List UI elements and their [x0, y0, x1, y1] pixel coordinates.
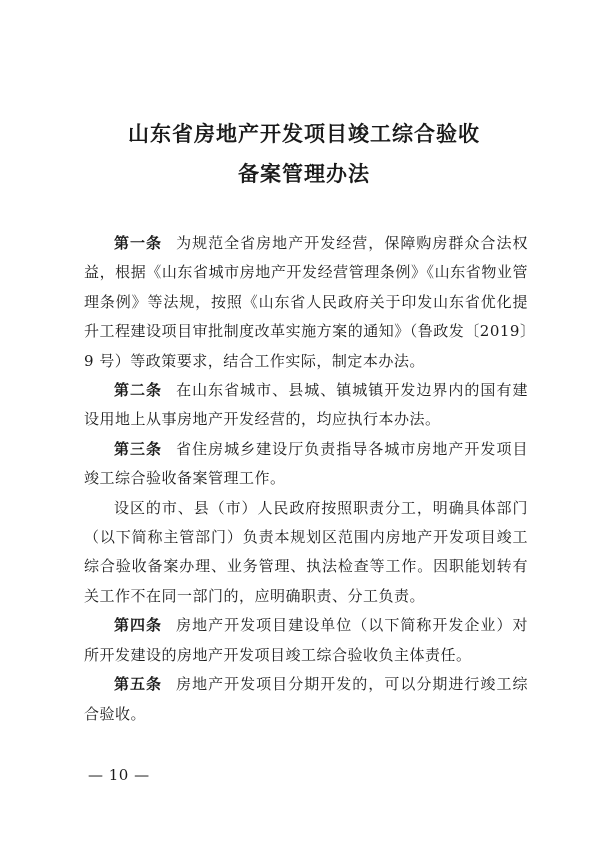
article-text: 为规范全省房地产开发经营，保障购房群众合法权益，根据《山东省城市房地产开发经营管理条例》《山东省物业管理条例》等法规，按照《山东省人民政府关于印发山东省优化提升工程建设项目审批制度改革实施方案的通知》（鲁政发〔2019〕9 号）等政策要求，结合工作实际，制定本办法。: [84, 234, 528, 370]
article-label: 第一条: [114, 234, 163, 252]
article-label: 第三条: [114, 439, 163, 458]
article-3: [84, 435, 528, 494]
article-1: [84, 229, 528, 376]
article-5: [84, 670, 528, 729]
article-text: 设区的市、县（市）人民政府按照职责分工，明确具体部门（以下简称主管部门）负责本规划区范围内房地产开发项目竣工综合验收备案办理、业务管理、执法检查等工作。因职能划转有关工作不在同一部门的，应明确职责、分工负责。: [84, 498, 528, 605]
document-body: [84, 229, 528, 729]
document-title-line-2: 备案管理办法: [238, 162, 370, 186]
document-title-line-1: 山东省房地产开发项目竣工综合验收: [128, 122, 480, 146]
article-text: 省住房城乡建设厅负责指导各城市房地产开发项目竣工综合验收备案管理工作。: [84, 439, 528, 488]
article-2: [84, 376, 528, 435]
article-4: [84, 611, 528, 670]
article-text: 在山东省城市、县城、镇城镇开发边界内的国有建设用地上从事房地产开发经营的，均应执行本办法。: [84, 381, 528, 429]
page-number: — 10 —: [88, 766, 150, 784]
article-label: 第二条: [114, 381, 163, 400]
article-label: 第五条: [114, 675, 163, 694]
article-text: 房地产开发项目建设单位（以下简称开发企业）对所开发建设的房地产开发项目竣工综合验收负主体责任。: [84, 616, 528, 664]
article-3-paragraph-2: [84, 494, 528, 612]
article-text: 房地产开发项目分期开发的，可以分期进行竣工综合验收。: [84, 675, 528, 723]
article-label: 第四条: [114, 616, 163, 635]
